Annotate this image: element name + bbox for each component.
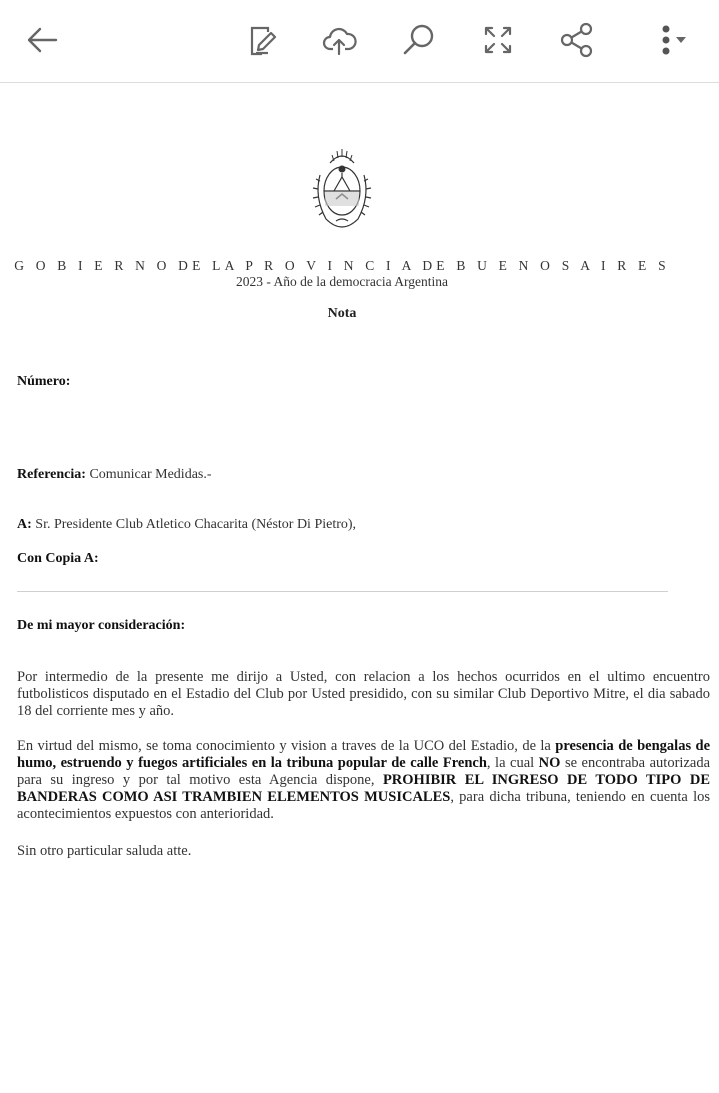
divider bbox=[17, 591, 668, 592]
caret-down-icon bbox=[676, 37, 686, 43]
expand-icon bbox=[478, 20, 518, 60]
para2-bold-b: presencia de bengalas de humo, estruendo y fuegos artificiales en la tribuna popular de calle French bbox=[17, 738, 710, 771]
para2-text-g: , para dicha tribuna, teniendo en cuenta los acontecimientos expuestos con anterioridad. bbox=[17, 789, 710, 822]
greeting bbox=[17, 618, 185, 634]
para2-text-a: En virtud del mismo, se toma conocimiento y vision a traves de la UCO del Estadio, de la bbox=[17, 738, 551, 754]
header-government: G O B I E R N O DE LA P R O V I N C I A DE B U E N O S A I R E S bbox=[14, 258, 670, 273]
document-type: Nota bbox=[327, 306, 357, 321]
recipient-value: Sr. Presidente Club Atletico Chacarita (Néstor Di Pietro), bbox=[35, 517, 357, 532]
greeting-text: De mi mayor consideración: bbox=[17, 618, 186, 633]
more-options-button[interactable] bbox=[636, 14, 696, 66]
paragraph-2 bbox=[17, 738, 710, 823]
arrow-left-icon bbox=[22, 20, 62, 60]
para2-text-c: , la cual bbox=[486, 755, 535, 771]
para2-bold-f: PROHIBIR EL INGRESO DE TODO TIPO DE BANDERAS COMO ASI TRAMBIEN ELEMENTOS MUSICALES bbox=[17, 772, 711, 805]
referencia-value: Comunicar Medidas.- bbox=[89, 467, 212, 482]
para2-bold-d: NO bbox=[538, 755, 561, 771]
paragraph-1: Por intermedio de la presente me dirijo a Usted, con relacion a los hechos ocurridos en el ultimo encuentro futbolisticos disputado en el Estadio del Club por Usted presidido, con su similar Club Deportivo Mitre, el dia sabado 18 del corriente mes y año. bbox=[17, 669, 710, 719]
header-year: 2023 - Año de la democracia Argentina bbox=[236, 274, 448, 289]
top-toolbar bbox=[0, 0, 719, 83]
upload-button[interactable] bbox=[313, 14, 365, 66]
referencia-field bbox=[17, 467, 212, 483]
edit-button[interactable] bbox=[235, 14, 287, 66]
more-vertical-icon bbox=[646, 20, 686, 60]
search-button[interactable] bbox=[392, 14, 444, 66]
cc-label: Con Copia A: bbox=[17, 551, 99, 566]
back-button[interactable] bbox=[16, 14, 68, 66]
numero-label: Número: bbox=[17, 374, 71, 389]
edit-document-icon bbox=[241, 20, 281, 60]
referencia-label: Referencia: bbox=[17, 467, 86, 482]
closing: Sin otro particular saluda atte. bbox=[17, 843, 192, 859]
share-button[interactable] bbox=[551, 14, 603, 66]
recipient-label: A: bbox=[17, 517, 32, 532]
para2-text-e: se encontraba autorizada para su ingreso y por tal motivo esta Agencia dispone, bbox=[17, 755, 711, 788]
cc-field bbox=[17, 551, 99, 567]
numero-field bbox=[17, 374, 70, 390]
cloud-upload-icon bbox=[319, 20, 359, 60]
document-page bbox=[0, 83, 719, 1093]
fullscreen-button[interactable] bbox=[472, 14, 524, 66]
argentina-coat-of-arms-icon bbox=[312, 147, 372, 231]
search-icon bbox=[398, 20, 438, 60]
share-icon bbox=[557, 20, 597, 60]
recipient-field bbox=[17, 517, 356, 533]
